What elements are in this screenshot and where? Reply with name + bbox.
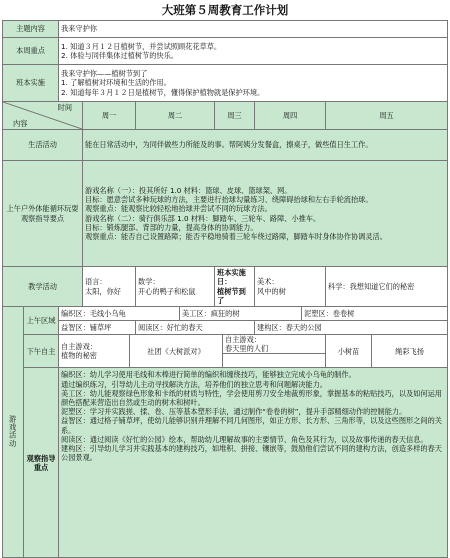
afternoon-item-wed-cont: [223, 354, 326, 368]
class-plan-value: 我来守护你——植树节到了 1. 了解植树对环境和生活的作用。 2. 知道每年３月１２日是植树节，懂得保护植物就是保护环境。: [59, 65, 448, 102]
teaching-item-tue: 数学： 开心的鸭子和松鼠: [136, 267, 215, 307]
time-content-corner: [3, 102, 83, 130]
day-header-tue: 周二: [136, 102, 215, 130]
teaching-item-wed: 班本实施日： 植树节到了: [215, 267, 255, 307]
focus-label: 本周重点: [3, 38, 59, 65]
play-activity-label: 游戏活动: [3, 307, 24, 558]
outdoor-activity-label: 上午户外体能循环玩耍观察指导要点: [3, 161, 83, 267]
afternoon-label: 下午自主: [24, 335, 59, 368]
observe-guide-label: 观察指导重点: [24, 368, 59, 558]
teaching-item-fri: 科学：我想知道它们的秘密: [326, 267, 448, 307]
morning-area-item: 建构区：春天的公园: [255, 321, 448, 335]
theme-label: 主题内容: [3, 21, 59, 38]
morning-area-item: 泥塑区：卷卷树: [302, 307, 448, 321]
day-header-wed: 周三: [215, 102, 255, 130]
page-title: 大班第５周教育工作计划: [161, 3, 289, 17]
teaching-item-thu: 美术： 风中的树: [255, 267, 326, 307]
day-header-thu: 周四: [255, 102, 326, 130]
focus-value: 1. 知道３月１２日植树节，并尝试照顾花花草草。 2. 体验与同伴集体过植树节的快乐。: [59, 38, 448, 65]
theme-value: 我来守护你: [59, 21, 448, 38]
morning-area-label: 上午区域: [24, 307, 59, 335]
outdoor-activity-value: 游戏名称（一）：投其所好 1.0 材料：篮球、皮球、篮球架、网。 目标：愿意尝试多种玩球的方法，主要进行抬球勾量练习、绕障碍抬球和左右手轮流抬球。 观察重点：能观察比较轻松地抬球并尝试不同的玩球方法。 游戏名称（二）：骑行俱乐部 1.0 材料：脚踏车、三轮车、路障、小推车。 目标：锻炼腿部、背部的力量，提高身体的协调能力。 观察重点：能否自己设置路障；能否平稳地骑着三轮车绕过路障，脚踏车时身体协作协调灵活。: [83, 161, 448, 267]
teaching-activity-label: 教学活动: [3, 267, 83, 307]
teaching-item-mon: 语言： 太阳，你好: [83, 267, 136, 307]
life-activity-label: 生活活动: [3, 130, 83, 161]
morning-area-item: 益智区：铺草坪: [59, 321, 136, 335]
afternoon-item-wed: 自主游戏： 春天里的人们: [223, 335, 326, 354]
afternoon-item-mon: 自主游戏： 植物的秘密: [59, 335, 130, 368]
weekly-plan-table: [2, 20, 448, 558]
class-plan-label: 班本实施: [3, 65, 59, 102]
morning-area-item: 阅读区：好忙的春天: [136, 321, 255, 335]
afternoon-item-tue: 社团《大树派对》: [130, 335, 223, 368]
observe-guide-value: 编织区：幼儿学习使用毛线和木棒进行简单的编织和缠绕技巧，能够独立完成小乌龟的制作。 通过编织练习，引导幼儿主动寻找解决方法，培养他们的独立思考和问题解决能力。 美工区：幼儿能观察绿色形象和卡纸的材质与特性，学会使用剪刀安全地裁剪形象，掌握基本的粘贴技巧，以及如何运用颜色搭配来营造出自然或生动的树木和树叶。 泥塑区：学习并实践搓、揉、卷、压等基本塑形手法，通过制作“卷卷的树”，提升手部精细动作的控制能力。 益智区：通过格子铺草坪，使幼儿能够识别并理解不同几何图形，如正方形、长方形、三角形等，以及这些图形之间的关系。 阅读区：通过阅读《好忙的公园》绘本，帮助幼儿理解故事的主要情节、角色及其行为，以及故事传递的春天信息。 建构区：引导幼儿学习并实践基本的建构技巧，如堆积、拼接、镶嵌等，鼓励他们尝试不同的建构方法，创造多样的春天公园景观。: [59, 368, 448, 558]
day-header-mon: 周一: [83, 102, 136, 130]
content-label: 内容: [13, 118, 28, 128]
morning-area-item: 编织区：毛线小乌龟: [59, 307, 180, 321]
afternoon-item-thu: 小树苗: [326, 335, 372, 368]
morning-area-item: 美工区：疯狂的树: [180, 307, 302, 321]
time-label: 时间: [57, 103, 73, 112]
day-header-fri: 周五: [326, 102, 448, 130]
afternoon-item-fri: 绳彩飞扬: [372, 335, 448, 368]
life-activity-value: 能在日常活动中，为同伴做些力所能及的事。帮阿姨分发餐盒，擦桌子，做些值日生工作。: [83, 130, 448, 161]
